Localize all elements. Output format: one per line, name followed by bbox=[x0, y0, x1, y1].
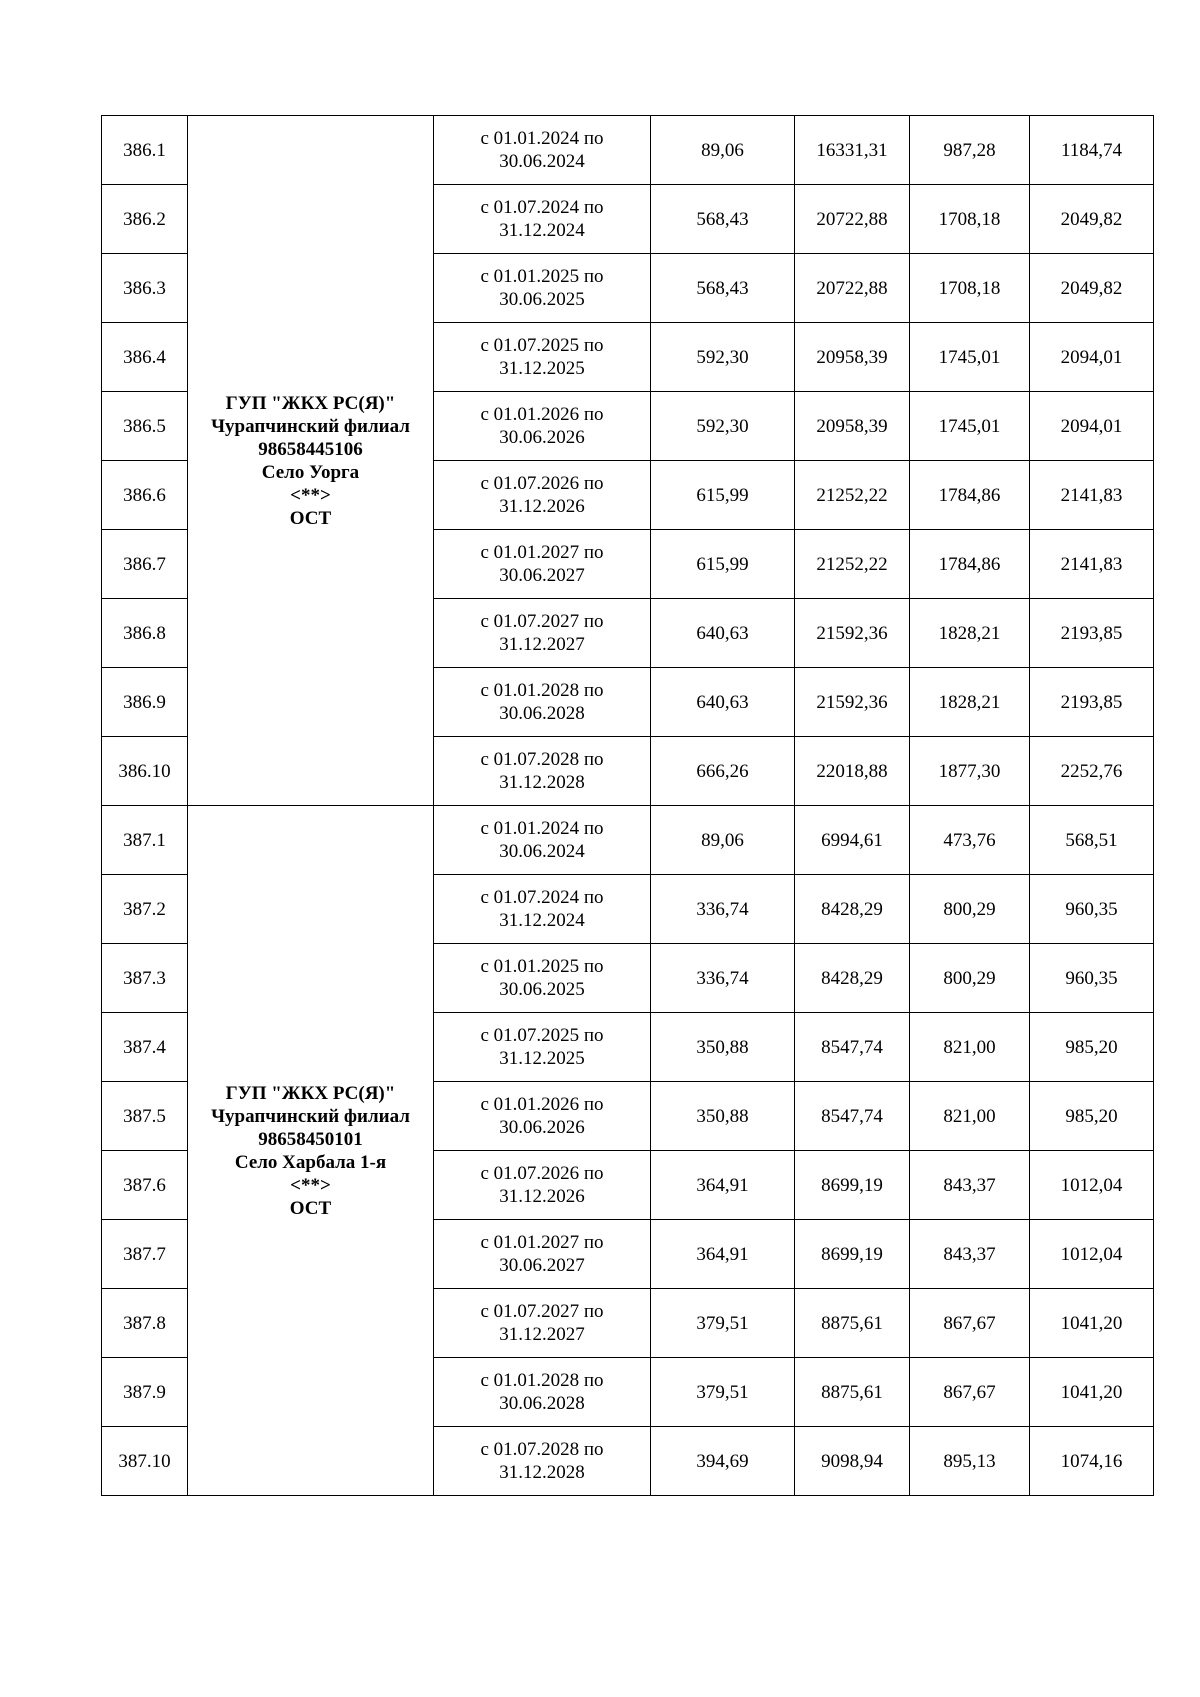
period-cell bbox=[434, 1082, 651, 1151]
period-start: с 01.01.2025 по bbox=[480, 956, 604, 977]
row-number-cell: 386.4 bbox=[102, 323, 188, 392]
value-cell-4: 2049,82 bbox=[1030, 185, 1154, 254]
value-cell-4: 960,35 bbox=[1030, 875, 1154, 944]
period-end: 31.12.2026 bbox=[499, 1186, 585, 1207]
value-cell-2: 20722,88 bbox=[795, 254, 910, 323]
organization-locality: Село Харбала 1-я bbox=[234, 1151, 387, 1173]
value-cell-4: 568,51 bbox=[1030, 806, 1154, 875]
value-cell-1: 640,63 bbox=[651, 599, 795, 668]
table-row bbox=[102, 116, 1154, 185]
row-number-cell: 386.6 bbox=[102, 461, 188, 530]
period-end: 31.12.2028 bbox=[499, 1462, 585, 1483]
row-number-cell: 386.9 bbox=[102, 668, 188, 737]
period-cell bbox=[434, 875, 651, 944]
period-end: 30.06.2024 bbox=[499, 841, 585, 862]
period-cell bbox=[434, 1289, 651, 1358]
period-start: с 01.07.2025 по bbox=[480, 335, 604, 356]
period-end: 31.12.2025 bbox=[499, 1048, 585, 1069]
row-number-cell: 386.8 bbox=[102, 599, 188, 668]
value-cell-2: 8428,29 bbox=[795, 875, 910, 944]
value-cell-4: 1012,04 bbox=[1030, 1220, 1154, 1289]
value-cell-2: 8547,74 bbox=[795, 1082, 910, 1151]
value-cell-4: 1041,20 bbox=[1030, 1289, 1154, 1358]
period-start: с 01.01.2024 по bbox=[480, 128, 604, 149]
period-cell bbox=[434, 461, 651, 530]
value-cell-3: 1784,86 bbox=[910, 530, 1030, 599]
period-start: с 01.01.2028 по bbox=[480, 1370, 604, 1391]
period-end: 31.12.2026 bbox=[499, 496, 585, 517]
period-cell bbox=[434, 1151, 651, 1220]
value-cell-3: 895,13 bbox=[910, 1427, 1030, 1496]
value-cell-2: 21592,36 bbox=[795, 668, 910, 737]
period-cell bbox=[434, 806, 651, 875]
period-end: 31.12.2027 bbox=[499, 1324, 585, 1345]
value-cell-1: 592,30 bbox=[651, 392, 795, 461]
organization-type: ОСТ bbox=[289, 507, 332, 529]
value-cell-1: 666,26 bbox=[651, 737, 795, 806]
organization-note: <**> bbox=[290, 484, 331, 506]
value-cell-2: 21252,22 bbox=[795, 461, 910, 530]
period-end: 30.06.2027 bbox=[499, 565, 585, 586]
value-cell-3: 821,00 bbox=[910, 1082, 1030, 1151]
value-cell-2: 21592,36 bbox=[795, 599, 910, 668]
value-cell-1: 89,06 bbox=[651, 116, 795, 185]
value-cell-1: 640,63 bbox=[651, 668, 795, 737]
period-cell bbox=[434, 254, 651, 323]
value-cell-3: 800,29 bbox=[910, 875, 1030, 944]
period-cell bbox=[434, 116, 651, 185]
period-end: 31.12.2027 bbox=[499, 634, 585, 655]
period-start: с 01.01.2026 по bbox=[480, 404, 604, 425]
period-end: 30.06.2027 bbox=[499, 1255, 585, 1276]
row-number-cell: 387.8 bbox=[102, 1289, 188, 1358]
value-cell-2: 8699,19 bbox=[795, 1220, 910, 1289]
organization-type: ОСТ bbox=[289, 1197, 332, 1219]
value-cell-2: 6994,61 bbox=[795, 806, 910, 875]
period-start: с 01.01.2025 по bbox=[480, 266, 604, 287]
period-start: с 01.01.2028 по bbox=[480, 680, 604, 701]
value-cell-2: 8699,19 bbox=[795, 1151, 910, 1220]
value-cell-4: 2094,01 bbox=[1030, 323, 1154, 392]
value-cell-3: 867,67 bbox=[910, 1289, 1030, 1358]
value-cell-1: 89,06 bbox=[651, 806, 795, 875]
organization-name: ГУП "ЖКХ РС(Я)" bbox=[225, 1082, 396, 1104]
period-end: 30.06.2025 bbox=[499, 979, 585, 1000]
period-end: 31.12.2028 bbox=[499, 772, 585, 793]
row-number-cell: 386.7 bbox=[102, 530, 188, 599]
value-cell-3: 1708,18 bbox=[910, 185, 1030, 254]
value-cell-3: 1784,86 bbox=[910, 461, 1030, 530]
period-cell bbox=[434, 1427, 651, 1496]
period-start: с 01.07.2028 по bbox=[480, 1439, 604, 1460]
value-cell-1: 592,30 bbox=[651, 323, 795, 392]
period-end: 31.12.2024 bbox=[499, 220, 585, 241]
value-cell-2: 9098,94 bbox=[795, 1427, 910, 1496]
tariff-table-body bbox=[102, 116, 1154, 1496]
organization-branch: Чурапчинский филиал bbox=[211, 415, 410, 437]
value-cell-4: 2049,82 bbox=[1030, 254, 1154, 323]
value-cell-2: 8547,74 bbox=[795, 1013, 910, 1082]
value-cell-1: 379,51 bbox=[651, 1358, 795, 1427]
value-cell-2: 8875,61 bbox=[795, 1289, 910, 1358]
value-cell-2: 8428,29 bbox=[795, 944, 910, 1013]
row-number-cell: 387.3 bbox=[102, 944, 188, 1013]
period-start: с 01.01.2027 по bbox=[480, 542, 604, 563]
value-cell-4: 2141,83 bbox=[1030, 461, 1154, 530]
organization-branch: Чурапчинский филиал bbox=[211, 1105, 410, 1127]
period-cell bbox=[434, 530, 651, 599]
value-cell-1: 568,43 bbox=[651, 185, 795, 254]
value-cell-1: 364,91 bbox=[651, 1151, 795, 1220]
value-cell-2: 22018,88 bbox=[795, 737, 910, 806]
value-cell-3: 1828,21 bbox=[910, 668, 1030, 737]
value-cell-2: 20958,39 bbox=[795, 392, 910, 461]
organization-code: 98658445106 bbox=[258, 438, 363, 460]
period-cell bbox=[434, 1013, 651, 1082]
row-number-cell: 387.6 bbox=[102, 1151, 188, 1220]
period-end: 30.06.2026 bbox=[499, 1117, 585, 1138]
value-cell-1: 336,74 bbox=[651, 875, 795, 944]
value-cell-4: 960,35 bbox=[1030, 944, 1154, 1013]
period-start: с 01.01.2027 по bbox=[480, 1232, 604, 1253]
period-start: с 01.07.2026 по bbox=[480, 473, 604, 494]
value-cell-4: 2141,83 bbox=[1030, 530, 1154, 599]
period-end: 30.06.2025 bbox=[499, 289, 585, 310]
row-number-cell: 386.10 bbox=[102, 737, 188, 806]
row-number-cell: 387.5 bbox=[102, 1082, 188, 1151]
value-cell-1: 350,88 bbox=[651, 1082, 795, 1151]
period-end: 30.06.2024 bbox=[499, 151, 585, 172]
value-cell-1: 336,74 bbox=[651, 944, 795, 1013]
value-cell-3: 1828,21 bbox=[910, 599, 1030, 668]
row-number-cell: 387.4 bbox=[102, 1013, 188, 1082]
value-cell-3: 987,28 bbox=[910, 116, 1030, 185]
value-cell-3: 1708,18 bbox=[910, 254, 1030, 323]
organization-name: ГУП "ЖКХ РС(Я)" bbox=[225, 392, 396, 414]
period-start: с 01.07.2026 по bbox=[480, 1163, 604, 1184]
table-row bbox=[102, 806, 1154, 875]
period-start: с 01.07.2024 по bbox=[480, 887, 604, 908]
value-cell-4: 2193,85 bbox=[1030, 599, 1154, 668]
period-start: с 01.01.2026 по bbox=[480, 1094, 604, 1115]
period-cell bbox=[434, 944, 651, 1013]
value-cell-1: 615,99 bbox=[651, 461, 795, 530]
value-cell-3: 1745,01 bbox=[910, 323, 1030, 392]
value-cell-3: 867,67 bbox=[910, 1358, 1030, 1427]
row-number-cell: 387.7 bbox=[102, 1220, 188, 1289]
period-cell bbox=[434, 668, 651, 737]
value-cell-2: 20722,88 bbox=[795, 185, 910, 254]
value-cell-1: 350,88 bbox=[651, 1013, 795, 1082]
period-cell bbox=[434, 1358, 651, 1427]
value-cell-4: 1041,20 bbox=[1030, 1358, 1154, 1427]
period-start: с 01.01.2024 по bbox=[480, 818, 604, 839]
period-cell bbox=[434, 737, 651, 806]
value-cell-3: 800,29 bbox=[910, 944, 1030, 1013]
value-cell-2: 16331,31 bbox=[795, 116, 910, 185]
period-start: с 01.07.2027 по bbox=[480, 1301, 604, 1322]
value-cell-1: 568,43 bbox=[651, 254, 795, 323]
tariff-table bbox=[101, 115, 1154, 1496]
period-start: с 01.07.2028 по bbox=[480, 749, 604, 770]
value-cell-4: 985,20 bbox=[1030, 1013, 1154, 1082]
row-number-cell: 387.2 bbox=[102, 875, 188, 944]
row-number-cell: 386.3 bbox=[102, 254, 188, 323]
row-number-cell: 387.10 bbox=[102, 1427, 188, 1496]
row-number-cell: 386.5 bbox=[102, 392, 188, 461]
value-cell-1: 364,91 bbox=[651, 1220, 795, 1289]
row-number-cell: 387.1 bbox=[102, 806, 188, 875]
value-cell-3: 821,00 bbox=[910, 1013, 1030, 1082]
organization-cell bbox=[188, 806, 434, 1496]
row-number-cell: 387.9 bbox=[102, 1358, 188, 1427]
value-cell-4: 1074,16 bbox=[1030, 1427, 1154, 1496]
period-end: 30.06.2028 bbox=[499, 703, 585, 724]
value-cell-1: 615,99 bbox=[651, 530, 795, 599]
value-cell-3: 1877,30 bbox=[910, 737, 1030, 806]
period-end: 31.12.2025 bbox=[499, 358, 585, 379]
period-end: 30.06.2028 bbox=[499, 1393, 585, 1414]
period-start: с 01.07.2027 по bbox=[480, 611, 604, 632]
period-start: с 01.07.2025 по bbox=[480, 1025, 604, 1046]
period-cell bbox=[434, 392, 651, 461]
period-end: 30.06.2026 bbox=[499, 427, 585, 448]
organization-cell bbox=[188, 116, 434, 806]
value-cell-3: 843,37 bbox=[910, 1220, 1030, 1289]
organization-note: <**> bbox=[290, 1174, 331, 1196]
row-number-cell: 386.2 bbox=[102, 185, 188, 254]
value-cell-4: 1012,04 bbox=[1030, 1151, 1154, 1220]
value-cell-2: 21252,22 bbox=[795, 530, 910, 599]
value-cell-3: 473,76 bbox=[910, 806, 1030, 875]
value-cell-2: 8875,61 bbox=[795, 1358, 910, 1427]
value-cell-4: 2094,01 bbox=[1030, 392, 1154, 461]
value-cell-4: 2252,76 bbox=[1030, 737, 1154, 806]
period-end: 31.12.2024 bbox=[499, 910, 585, 931]
value-cell-1: 394,69 bbox=[651, 1427, 795, 1496]
period-cell bbox=[434, 599, 651, 668]
period-cell bbox=[434, 323, 651, 392]
value-cell-4: 985,20 bbox=[1030, 1082, 1154, 1151]
period-cell bbox=[434, 185, 651, 254]
organization-code: 98658450101 bbox=[258, 1128, 363, 1150]
value-cell-3: 1745,01 bbox=[910, 392, 1030, 461]
value-cell-3: 843,37 bbox=[910, 1151, 1030, 1220]
value-cell-4: 2193,85 bbox=[1030, 668, 1154, 737]
period-start: с 01.07.2024 по bbox=[480, 197, 604, 218]
value-cell-2: 20958,39 bbox=[795, 323, 910, 392]
organization-locality: Село Уорга bbox=[261, 461, 360, 483]
value-cell-4: 1184,74 bbox=[1030, 116, 1154, 185]
period-cell bbox=[434, 1220, 651, 1289]
row-number-cell: 386.1 bbox=[102, 116, 188, 185]
value-cell-1: 379,51 bbox=[651, 1289, 795, 1358]
